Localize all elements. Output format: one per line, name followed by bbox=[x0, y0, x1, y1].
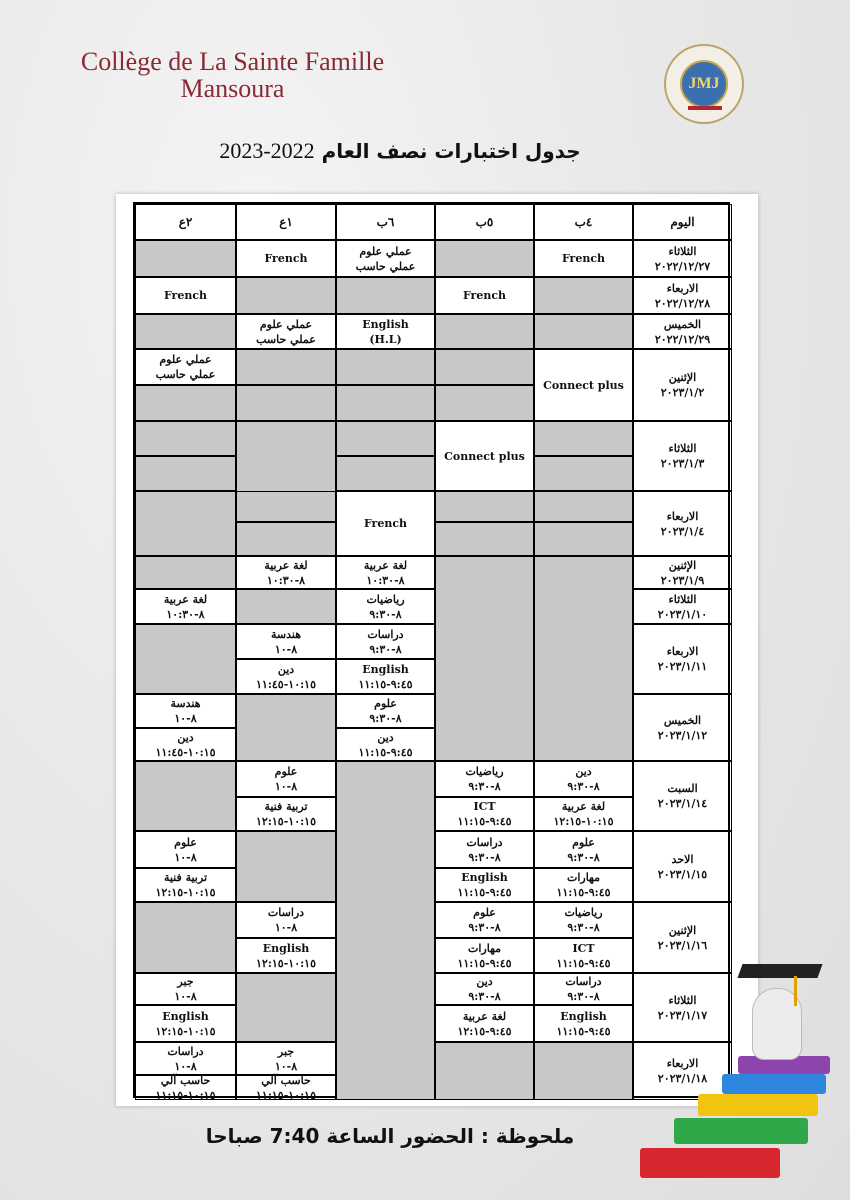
exam-cell bbox=[236, 797, 336, 831]
exam-cell-line1: دراسات bbox=[167, 1044, 204, 1058]
empty-slot bbox=[336, 761, 435, 1100]
exam-cell bbox=[135, 589, 236, 624]
exam-cell-line1: لغة عربية bbox=[561, 800, 606, 813]
exam-cell bbox=[236, 624, 336, 659]
exam-cell bbox=[336, 556, 435, 589]
exam-cell-line1: علوم bbox=[374, 697, 397, 710]
exam-cell bbox=[336, 694, 435, 728]
day-cell bbox=[633, 277, 732, 314]
exam-cell bbox=[236, 556, 336, 589]
exam-cell bbox=[135, 1042, 236, 1075]
day-cell-line2: ٢٠٢٣/١/١٢ bbox=[657, 728, 708, 742]
day-cell bbox=[633, 694, 732, 761]
book-green bbox=[674, 1118, 808, 1144]
exam-cell bbox=[435, 938, 534, 973]
exam-cell-line1: Connect plus bbox=[444, 449, 525, 463]
exam-cell-line1: علوم bbox=[274, 765, 298, 778]
empty-slot bbox=[534, 556, 633, 761]
title-text: جدول اختبارات نصف العام bbox=[321, 139, 581, 163]
exam-cell-line1: دراسات bbox=[367, 627, 404, 641]
exam-cell bbox=[534, 1005, 633, 1042]
exam-cell bbox=[336, 589, 435, 624]
empty-slot bbox=[336, 349, 435, 385]
empty-slot bbox=[534, 491, 633, 522]
exam-cell-line2: ٨-٩:٣٠ bbox=[567, 850, 600, 864]
note-suffix: صباحا bbox=[205, 1124, 263, 1148]
day-cell-line2: ٢٠٢٣/١/١٦ bbox=[657, 938, 708, 952]
exam-cell-line2: ٩:٤٥-١١:١٥ bbox=[457, 815, 512, 828]
empty-slot bbox=[236, 349, 336, 385]
exam-cell-line2: ١٠:١٥-١٢:١٥ bbox=[155, 886, 216, 899]
day-cell-line2: ٢٠٢٢/١٢/٢٧ bbox=[654, 259, 711, 273]
day-cell-line1: الاربعاء bbox=[666, 645, 699, 658]
exam-cell-line1: عملي علوم bbox=[259, 317, 313, 331]
day-cell-line1: السبت bbox=[667, 782, 698, 795]
seal-ribbon bbox=[688, 106, 722, 110]
day-cell-line1: الخميس bbox=[663, 713, 702, 727]
day-cell-line1: الإثنين bbox=[668, 371, 697, 384]
empty-slot bbox=[534, 522, 633, 556]
empty-slot bbox=[135, 385, 236, 421]
exam-cell bbox=[135, 973, 236, 1005]
exam-cell-line1: هندسة bbox=[170, 697, 201, 710]
exam-cell-line2: ٩:٤٥-١١:١٥ bbox=[358, 677, 413, 691]
exam-cell-line1: English bbox=[461, 871, 508, 884]
empty-slot bbox=[135, 491, 236, 556]
day-cell bbox=[633, 556, 732, 589]
graduation-cap-icon bbox=[737, 964, 822, 978]
exam-cell bbox=[435, 973, 534, 1005]
exam-cell-line2: ١٠:١٥-١٢:١٥ bbox=[553, 815, 614, 828]
day-cell-line1: الإثنين bbox=[668, 923, 697, 937]
empty-slot bbox=[435, 522, 534, 556]
exam-cell bbox=[236, 761, 336, 797]
empty-slot bbox=[236, 589, 336, 624]
exam-cell bbox=[236, 1042, 336, 1075]
empty-slot bbox=[435, 314, 534, 349]
empty-slot bbox=[534, 277, 633, 314]
exam-cell-line2: ٨-١٠ bbox=[274, 921, 298, 934]
exam-cell-line1: English bbox=[362, 662, 409, 676]
day-cell bbox=[633, 314, 732, 349]
day-cell-line2: ٢٠٢٣/١/١٠ bbox=[657, 607, 708, 621]
exam-cell-line2: ٨-٩:٣٠ bbox=[468, 850, 501, 864]
exam-cell-line1: French bbox=[363, 517, 408, 530]
exam-cell-line1: جبر bbox=[177, 975, 194, 988]
day-cell-line2: ٢٠٢٣/١/٤ bbox=[660, 524, 705, 538]
empty-slot bbox=[135, 421, 236, 456]
column-header-line1: ٢ع bbox=[178, 214, 193, 229]
exam-cell-line2: ٨-١٠ bbox=[274, 780, 298, 793]
exam-cell bbox=[135, 728, 236, 761]
exam-cell bbox=[534, 240, 633, 277]
exam-cell bbox=[435, 761, 534, 797]
exam-cell bbox=[336, 314, 435, 349]
empty-slot bbox=[236, 522, 336, 556]
exam-cell bbox=[236, 938, 336, 973]
empty-slot bbox=[135, 314, 236, 349]
day-cell-line2: ٢٠٢٣/١/١٤ bbox=[657, 797, 708, 810]
exam-cell bbox=[534, 349, 633, 421]
empty-slot bbox=[534, 421, 633, 456]
exam-cell-line1: جبر bbox=[277, 1044, 295, 1058]
seal-monogram: JMJ bbox=[680, 60, 728, 108]
empty-slot bbox=[435, 556, 534, 761]
exam-cell-line1: تربية فنية bbox=[264, 800, 308, 813]
exam-cell-line2: ٨-١٠ bbox=[174, 850, 197, 864]
exam-cell bbox=[336, 240, 435, 277]
exam-cell bbox=[135, 1005, 236, 1042]
exam-cell bbox=[135, 349, 236, 385]
exam-cell-line1: English bbox=[362, 317, 409, 331]
exam-cell bbox=[135, 277, 236, 314]
note-label: ملحوظة : الحضور الساعة bbox=[326, 1124, 575, 1148]
day-cell-line1: الثلاثاء bbox=[668, 442, 697, 455]
exam-cell-line2: ٨-٩:٣٠ bbox=[567, 921, 600, 934]
exam-cell-line1: English bbox=[262, 941, 310, 955]
empty-slot bbox=[135, 624, 236, 694]
day-cell-line1: الإثنين bbox=[668, 558, 697, 572]
exam-cell-line2: عملي حاسب bbox=[355, 259, 416, 273]
exam-cell bbox=[534, 902, 633, 938]
attendance-note bbox=[150, 1124, 630, 1148]
exam-cell-line2: ٩:٤٥-١١:١٥ bbox=[556, 956, 611, 970]
exam-cell-line2: ٨-١٠:٣٠ bbox=[166, 607, 205, 621]
column-header bbox=[633, 204, 732, 240]
book-red bbox=[640, 1148, 780, 1178]
exam-cell bbox=[534, 973, 633, 1005]
title-year: 2022-2023 bbox=[219, 138, 315, 163]
empty-slot bbox=[236, 973, 336, 1042]
exam-cell bbox=[236, 314, 336, 349]
exam-cell-line2: ٨-١٠ bbox=[274, 642, 298, 656]
exam-cell-line1: French bbox=[561, 252, 606, 265]
empty-slot bbox=[236, 385, 336, 421]
cap-tassel bbox=[794, 976, 797, 1006]
empty-slot bbox=[135, 240, 236, 277]
exam-cell-line1: حاسب آلي bbox=[261, 1073, 311, 1087]
exam-cell-line1: تربية فنية bbox=[163, 871, 208, 884]
note-time: 7:40 bbox=[269, 1124, 320, 1148]
exam-cell-line2: ١٠:١٥-١١:٤٥ bbox=[256, 677, 316, 691]
day-cell-line2: ٢٠٢٢/١٢/٢٨ bbox=[654, 296, 711, 310]
day-cell-line2: ٢٠٢٣/١/١٧ bbox=[657, 1008, 708, 1022]
exam-cell bbox=[336, 659, 435, 694]
day-cell-line2: ٢٠٢٣/١/٣ bbox=[660, 457, 705, 470]
exam-cell-line2: ٩:٤٥-١١:١٥ bbox=[457, 956, 512, 970]
day-cell bbox=[633, 589, 732, 624]
exam-cell bbox=[236, 1075, 336, 1100]
column-header bbox=[435, 204, 534, 240]
exam-cell-line1: مهارات bbox=[566, 871, 601, 884]
week-separator bbox=[135, 239, 728, 241]
empty-slot bbox=[135, 761, 236, 831]
day-cell-line1: الثلاثاء bbox=[668, 592, 697, 606]
exam-cell bbox=[435, 797, 534, 831]
exam-cell-line1: لغة عربية bbox=[462, 1009, 507, 1023]
empty-slot bbox=[336, 277, 435, 314]
exam-cell-line2: ١٠:١٥-١١:١٥ bbox=[155, 1088, 216, 1102]
exam-cell-line2: (H.L) bbox=[369, 332, 402, 346]
empty-slot bbox=[336, 456, 435, 491]
column-header-line1: ٦ب bbox=[376, 214, 395, 229]
exam-cell-line1: English bbox=[162, 1009, 209, 1023]
exam-cell-line1: French bbox=[163, 289, 208, 302]
exam-cell bbox=[435, 277, 534, 314]
empty-slot bbox=[435, 385, 534, 421]
exam-cell-line2: ٨-١٠:٣٠ bbox=[266, 573, 306, 587]
exam-cell-line1: دين bbox=[277, 662, 295, 676]
school-name-line2: Mansoura bbox=[180, 74, 285, 103]
day-cell-line2: ٢٠٢٣/١/١١ bbox=[657, 660, 708, 673]
exam-cell-line1: لغة عربية bbox=[163, 592, 208, 606]
book-yellow bbox=[698, 1094, 818, 1116]
empty-slot bbox=[236, 491, 336, 522]
exam-cell bbox=[236, 659, 336, 694]
exam-cell-line1: علوم bbox=[174, 835, 197, 849]
graduate-books-illustration bbox=[640, 958, 840, 1198]
exam-cell bbox=[236, 902, 336, 938]
exam-cell bbox=[435, 1005, 534, 1042]
exam-cell-line1: French bbox=[462, 289, 507, 302]
empty-slot bbox=[435, 491, 534, 522]
exam-cell-line2: ٨-٩:٣٠ bbox=[567, 780, 600, 793]
empty-slot bbox=[236, 831, 336, 902]
empty-slot bbox=[236, 694, 336, 761]
week-separator bbox=[135, 555, 728, 557]
week-separator bbox=[135, 760, 728, 762]
exam-cell-line1: Connect plus bbox=[543, 378, 624, 392]
exam-cell bbox=[135, 868, 236, 902]
exam-cell-line1: دين bbox=[377, 730, 394, 744]
school-name bbox=[60, 48, 405, 102]
exam-cell-line1: عملي علوم bbox=[159, 353, 212, 366]
empty-slot bbox=[236, 277, 336, 314]
exam-cell-line1: دين bbox=[575, 765, 592, 778]
exam-cell-line1: دراسات bbox=[466, 835, 503, 849]
exam-cell-line1: علوم bbox=[473, 906, 496, 919]
day-cell-line1: الاربعاء bbox=[666, 509, 699, 523]
exam-cell bbox=[135, 694, 236, 728]
day-cell bbox=[633, 831, 732, 902]
exam-cell-line1: هندسة bbox=[270, 627, 301, 641]
exam-cell-line2: ١٠:١٥-١٢:١٥ bbox=[155, 1024, 216, 1038]
empty-slot bbox=[336, 385, 435, 421]
exam-cell-line1: ICT bbox=[473, 800, 496, 813]
page-title bbox=[200, 138, 600, 164]
exam-cell bbox=[135, 831, 236, 868]
exam-cell bbox=[336, 728, 435, 761]
exam-cell-line1: رياضيات bbox=[564, 906, 603, 919]
column-header bbox=[336, 204, 435, 240]
exam-cell bbox=[135, 1075, 236, 1100]
exam-cell-line1: علوم bbox=[572, 835, 595, 849]
exam-cell-line1: مهارات bbox=[467, 941, 502, 955]
exam-cell-line2: ٩:٤٥-١١:١٥ bbox=[358, 745, 413, 759]
exam-cell-line2: ٩:٤٥-١١:١٥ bbox=[556, 1024, 611, 1038]
exam-cell bbox=[534, 868, 633, 902]
exam-cell bbox=[435, 831, 534, 868]
exam-cell bbox=[435, 868, 534, 902]
exam-cell bbox=[534, 831, 633, 868]
exam-cell bbox=[435, 902, 534, 938]
column-header bbox=[236, 204, 336, 240]
exam-cell-line2: ٨-٩:٣٠ bbox=[369, 712, 402, 725]
exam-cell bbox=[534, 797, 633, 831]
exam-cell-line2: ٨-٩:٣٠ bbox=[369, 642, 402, 656]
exam-cell bbox=[534, 761, 633, 797]
exam-cell bbox=[336, 491, 435, 556]
empty-slot bbox=[534, 456, 633, 491]
day-cell-line1: الثلاثاء bbox=[668, 993, 697, 1007]
day-cell bbox=[633, 421, 732, 491]
column-header-line1: ١ع bbox=[279, 214, 293, 229]
exam-cell-line1: لغة عربية bbox=[264, 558, 308, 572]
exam-cell bbox=[534, 938, 633, 973]
exam-cell-line2: ٨-٩:٣٠ bbox=[567, 990, 600, 1003]
column-header-line1: ٥ب bbox=[475, 214, 494, 229]
exam-cell-line2: ٨-١٠ bbox=[174, 712, 197, 725]
column-header bbox=[534, 204, 633, 240]
exam-cell-line2: ١٠:١٥-١١:٤٥ bbox=[155, 745, 216, 759]
exam-cell-line2: ٨-٩:٣٠ bbox=[468, 921, 501, 934]
empty-slot bbox=[435, 349, 534, 385]
exam-cell-line2: عملي حاسب bbox=[256, 332, 316, 346]
empty-slot bbox=[135, 902, 236, 973]
empty-slot bbox=[534, 314, 633, 349]
school-name-line1: Collège de La Sainte Famille bbox=[80, 47, 385, 76]
exam-cell-line2: عملي حاسب bbox=[155, 368, 216, 381]
exam-cell-line1: دين bbox=[476, 975, 493, 988]
exam-cell-line2: ٨-٩:٣٠ bbox=[468, 780, 501, 793]
exam-cell-line2: ٨-٩:٣٠ bbox=[468, 990, 501, 1003]
exam-cell-line2: ٨-١٠:٣٠ bbox=[366, 573, 405, 587]
day-cell-line1: الخميس bbox=[663, 317, 702, 331]
day-cell-line2: ٢٠٢٣/١/٢ bbox=[660, 386, 705, 399]
day-cell-line2: ٢٠٢٢/١٢/٢٩ bbox=[654, 332, 711, 346]
day-cell bbox=[633, 761, 732, 831]
exam-cell-line1: دين bbox=[177, 730, 194, 744]
exam-cell-line1: دراسات bbox=[267, 906, 305, 919]
day-cell bbox=[633, 240, 732, 277]
exam-cell-line1: لغة عربية bbox=[363, 558, 408, 572]
exam-cell-line2: ٨-١٠ bbox=[174, 990, 197, 1003]
column-header-line1: ٤ب bbox=[574, 214, 593, 229]
exam-cell-line1: رياضيات bbox=[465, 765, 504, 778]
exam-cell-line2: ٩:٤٥-١١:١٥ bbox=[556, 886, 611, 899]
empty-slot bbox=[336, 421, 435, 456]
exam-cell-line2: ٨-١٠ bbox=[274, 1059, 298, 1073]
day-cell-line2: ٢٠٢٣/١/٩ bbox=[660, 573, 705, 587]
day-cell-line1: الاربعاء bbox=[666, 281, 699, 295]
day-cell-line1: الاحد bbox=[671, 852, 694, 866]
empty-slot bbox=[435, 1042, 534, 1100]
exam-cell-line2: ٨-٩:٣٠ bbox=[369, 607, 402, 621]
exam-cell-line1: رياضيات bbox=[366, 592, 405, 606]
empty-slot bbox=[435, 240, 534, 277]
day-cell-line2: ٢٠٢٣/١/١٨ bbox=[657, 1072, 708, 1085]
day-cell-line2: ٢٠٢٣/١/١٥ bbox=[657, 867, 708, 881]
exam-cell bbox=[236, 240, 336, 277]
exam-cell-line2: ١٠:١٥-١١:١٥ bbox=[256, 1088, 316, 1102]
day-cell bbox=[633, 349, 732, 421]
school-seal-logo bbox=[664, 44, 744, 124]
exam-cell-line2: ١٠:١٥-١٢:١٥ bbox=[256, 956, 316, 970]
day-cell-line1: الثلاثاء bbox=[668, 244, 697, 258]
empty-slot bbox=[135, 556, 236, 589]
exam-cell-line2: ١٠:١٥-١٢:١٥ bbox=[256, 815, 316, 828]
exam-cell-line1: دراسات bbox=[565, 975, 602, 988]
exam-cell bbox=[435, 421, 534, 491]
day-cell bbox=[633, 624, 732, 694]
day-cell-line1: الاربعاء bbox=[666, 1057, 699, 1070]
column-header bbox=[135, 204, 236, 240]
empty-slot bbox=[135, 456, 236, 491]
column-header-line1: اليوم bbox=[670, 214, 695, 229]
exam-cell-line2: ٩:٤٥-١٢:١٥ bbox=[457, 1024, 512, 1038]
exam-cell-line1: حاسب آلي bbox=[160, 1073, 211, 1087]
exam-cell-line1: French bbox=[264, 252, 308, 265]
exam-cell-line1: عملي علوم bbox=[359, 244, 412, 258]
exam-cell-line1: English bbox=[560, 1009, 607, 1023]
day-cell bbox=[633, 491, 732, 556]
exam-cell-line1: ICT bbox=[572, 941, 595, 955]
exam-cell-line2: ٩:٤٥-١١:١٥ bbox=[457, 886, 512, 899]
exam-cell bbox=[336, 624, 435, 659]
book-blue bbox=[722, 1074, 826, 1094]
empty-slot bbox=[534, 1042, 633, 1100]
exam-cell-line2: ٨-١٠ bbox=[174, 1059, 197, 1073]
